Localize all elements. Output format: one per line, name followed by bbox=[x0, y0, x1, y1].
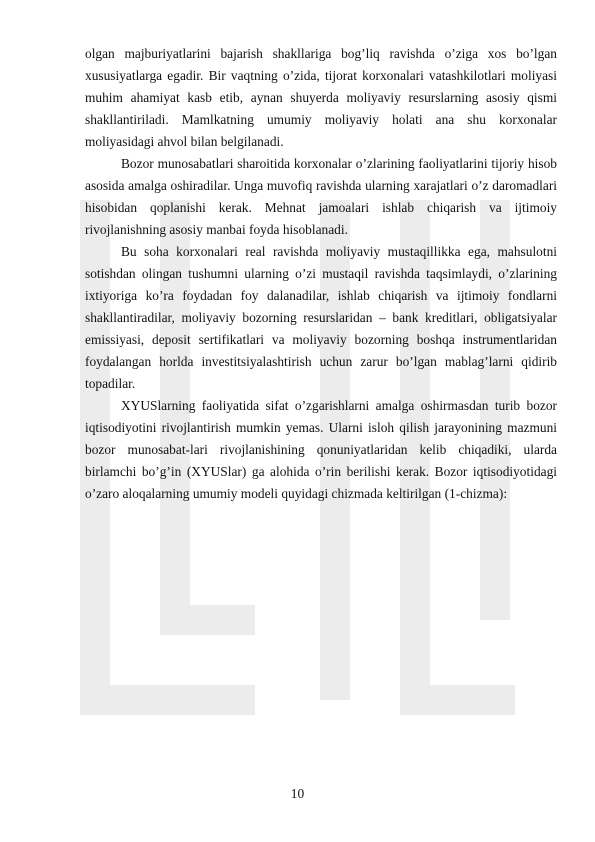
paragraph-3: Bu soha korxonalari real ravishda moliyaviy mustaqillikka ega, mahsulotni sotishdan olingan tushumni ularning o’zi mustaqil ravishda taqsimlaydi, o’zlarining ixtiyoriga ko’ra foydadan foy dalanadilar, ishlab chiqarish va ijtimoiy fondlarni shakllantiradilar, moliyaviy bozorning resurslaridan – bank kreditlari, obligatsiyalar emissiyasi, deposit sertifikatlari va moliyaviy bozorning boshqa instrumentlaridan foydalangan horlda investitsiyalashtirish uchun zarur bo’lgan mablag’larni qidirib topadilar. bbox=[85, 244, 557, 391]
paragraph-4: XYUSlarning faoliyatida sifat o’zgarishlarni amalga oshirmasdan turib bozor iqtisodiyotini rivojlantirish mumkin yemas. Ularni isloh qilish jarayonining mazmuni bozor munosabat-lari rivojlanishining qonuniyatlaridan kelib chiqadiki, ularda birlamchi bo’g’in (XYUSlar) ga alohida o’rin berilishi kerak. Bozor iqtisodiyotidagi o’zaro aloqalarning umumiy modeli quyidagi chizmada keltirilgan (1-chizma): bbox=[85, 398, 557, 501]
paragraph-1: olgan majburiyatlarini bajarish shakllariga bog’liq ravishda o’ziga xos bo’lgan xususiyatlarga egadir. Bir vaqtning o’zida, tijorat korxonalari vatashkilotlari moliyasi muhim ahamiyat kasb etib, aynan shuyerda moliyaviy resurslarning asosiy qismi shakllantiriladi. Mamlkatning umumiy moliyaviy holati ana shu korxonalar moliyasidagi ahvol bilan belgilanadi. bbox=[85, 46, 557, 149]
page-number: 10 bbox=[290, 786, 305, 801]
paragraph-2: Bozor munosabatlari sharoitida korxonalar o’zlarining faoliyatlarini tijoriy hisob asosida amalga oshiradilar. Unga muvofiq ravishda ularning xarajatlari o’z daromadlari hisobidan qoplanishi kerak. Mehnat jamoalari ishlab chiqarish va ijtimoiy rivojlanishning asosiy manbai foyda hisoblanadi. bbox=[85, 156, 557, 237]
document-body bbox=[85, 43, 557, 505]
